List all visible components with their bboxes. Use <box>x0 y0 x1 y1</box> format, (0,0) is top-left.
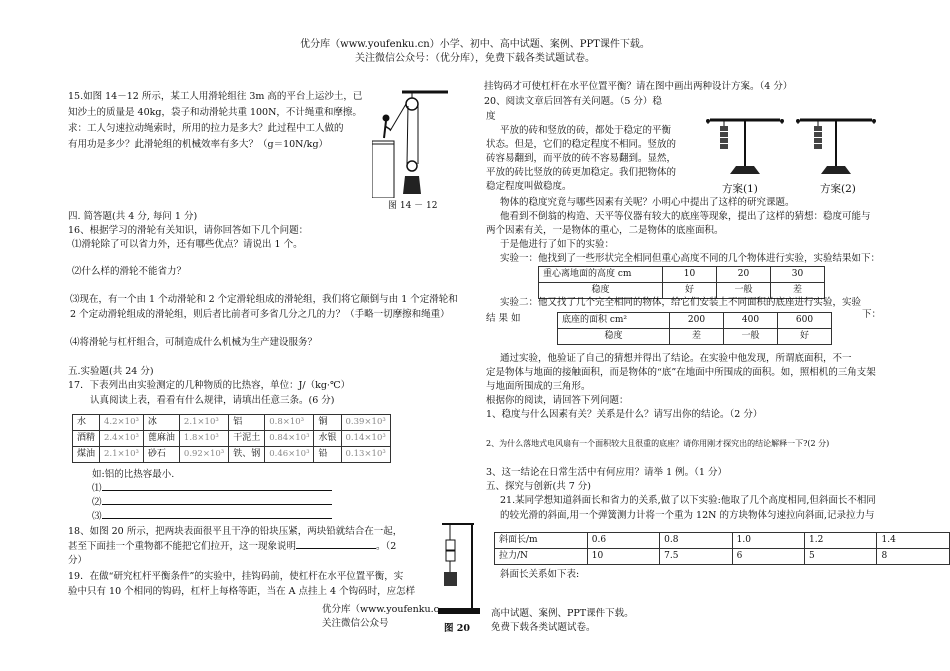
q16-part-4: ⑷将滑轮与杠杆组合，可制造成什么机械为生产建设服务？ <box>70 337 318 348</box>
q21-line-1: 21.某同学想知道斜面长和省力的关系,做了以下实验:他取了几个高度相同,但斜面长不相同 <box>500 495 876 506</box>
q20-para-1: 平放的砖和竖放的砖，都处于稳定的平衡 <box>500 125 672 136</box>
q20-para-7: 他看到不倒翁的构造、天平等仪器有较大的底座等现象，提出了这样的猜想：稳度可能与 <box>500 211 871 222</box>
lever-plan-2 <box>796 119 876 174</box>
table-cell: 水 <box>73 415 100 431</box>
table-cell: 0.8 <box>660 533 732 549</box>
table-cell: 30 <box>771 267 825 283</box>
table-cell: 铁、钢 <box>229 447 265 463</box>
blank-label: ⑵ <box>92 497 102 508</box>
section5-explore-title: 五、探究与创新(共 7 分) <box>486 481 591 492</box>
table-cell: 煤油 <box>73 447 100 463</box>
q17-blank-3[interactable] <box>92 510 332 524</box>
q15-line-4: 有用功是多少？此滑轮组的机械效率有多大？（g＝10N/kg） <box>68 139 329 150</box>
q20-result-label-end: 下： <box>862 309 882 320</box>
table-row <box>495 533 950 549</box>
q19-continued: 挂钩码才可使杠杆在水平位置平衡？请在图中画出两种设计方案。（4 分） <box>484 81 793 92</box>
q20-para-2: 状态。但是，它们的稳定程度不相同。竖放的 <box>486 139 677 150</box>
table-cell: 1.0 <box>732 533 804 549</box>
table-cell: 600 <box>778 313 832 329</box>
q20-experiment-1: 实验一：他找到了一些形状完全相同但重心高度不同的几个物体进行实验，实验结果如下： <box>500 253 881 264</box>
q18-line-1: 18、如图 20 所示，把两块表面很平且干净的铅块压紧，两块铅就结合在一起， <box>68 526 403 537</box>
q20-para-12: 通过实验，他验证了自己的猜想并得出了结论。在实验中他发现，所谓底面积，不一 <box>500 353 852 364</box>
table-cell: 0.39×10³ <box>341 415 390 431</box>
table-row <box>558 329 832 345</box>
specific-heat-table <box>72 414 391 463</box>
table-cell: 稳度 <box>539 283 663 299</box>
q20-para-8: 两个因素有关，一是物体的重心，二是物体的底座面积。 <box>486 225 724 236</box>
table-cell: 2.1×10³ <box>179 415 228 431</box>
table-cell: 0.8×10³ <box>265 415 314 431</box>
blank-label: ⑶ <box>92 511 102 522</box>
q17-intro: 17．下表列出由实验测定的几种物质的比热容，单位：J/（kg·℃） <box>68 380 351 391</box>
table-cell: 2.4×10³ <box>100 431 144 447</box>
q20-para-15: 根据你的阅读，请回答下列问题： <box>486 395 629 406</box>
q18-line-2 <box>68 540 396 554</box>
slope-table <box>494 532 950 565</box>
table-row <box>539 267 825 283</box>
footer-left-2: 关注微信公众号 <box>322 618 389 629</box>
table-cell: 水银 <box>314 431 341 447</box>
q19-line-1: 19．在做“研究杠杆平衡条件”的实验中，挂钩码前，使杠杆在水平位置平衡，实 <box>68 571 404 582</box>
q17-blank-2[interactable] <box>92 496 332 510</box>
table-cell: 砂石 <box>143 447 179 463</box>
pulley-figure <box>372 86 450 198</box>
q15-line-1: 15.如图 14－12 所示，某工人用滑轮组往 3m 高的平台上运沙土，已 <box>68 91 363 102</box>
table-cell: 2.1×10³ <box>100 447 144 463</box>
plan-2-caption: 方案(2) <box>820 183 856 195</box>
lever-plan-1 <box>706 119 784 174</box>
table-cell: 5 <box>805 549 877 565</box>
table-row <box>73 447 391 463</box>
table-cell: 好 <box>663 283 717 299</box>
q20-para-4: 平放的砖比竖放的砖更加稳定。我们把物体的 <box>486 167 677 178</box>
q18-text: 甚至下面挂一个重物都不能把它们拉开，这一现象说明 <box>68 541 297 552</box>
table-cell: 0.84×10³ <box>265 431 314 447</box>
q20-title: 20、阅读文章后回答有关问题。（5 分）稳 <box>484 96 662 107</box>
table-cell: 0.46×10³ <box>265 447 314 463</box>
plan-1-caption: 方案(1) <box>722 183 758 195</box>
table-cell: 20 <box>717 267 771 283</box>
header-line-2: 关注微信公众号：（优分库），免费下载各类试题试卷。 <box>355 53 595 64</box>
table-cell: 一般 <box>717 283 771 299</box>
q20-title-end: 度 <box>486 111 496 122</box>
table-cell: 酒精 <box>73 431 100 447</box>
q16-intro: 16、根据学习的滑轮有关知识，请你回答如下几个问题： <box>68 225 309 236</box>
table-cell: 差 <box>771 283 825 299</box>
table-cell: 400 <box>724 313 778 329</box>
q20-question-1: 1、稳度与什么因素有关？关系是什么？请写出你的结论。（2 分） <box>486 409 763 420</box>
q16-part-2: ⑵什么样的滑轮不能省力？ <box>72 266 187 277</box>
page-header <box>0 38 950 66</box>
blank-label: ⑴ <box>92 483 102 494</box>
q20-result-label: 结 果 如 <box>486 313 521 324</box>
table-cell: 铝 <box>229 415 265 431</box>
table-cell: 铅 <box>314 447 341 463</box>
table-cell: 6 <box>732 549 804 565</box>
table-cell: 1.4 <box>877 533 950 549</box>
lead-blocks-figure <box>432 518 486 618</box>
table-cell: 0.13×10³ <box>341 447 390 463</box>
table-cell: 稳度 <box>558 329 670 345</box>
table-cell: 好 <box>778 329 832 345</box>
q20-para-13: 定是物体与地面的接触面积，而是物体的“底”在地面中所围成的面积。如，照相机的三角支架 <box>486 367 876 378</box>
table-cell: 底座的面积 cm² <box>558 313 670 329</box>
experiment-1-table <box>538 266 825 299</box>
table-cell: 8 <box>877 549 950 565</box>
q15-line-3: 求：工人匀速拉动绳索时，所用的拉力是多大？此过程中工人做的 <box>68 123 344 134</box>
q17-blank-1[interactable] <box>92 482 332 496</box>
table-cell: 重心离地面的高度 cm <box>539 267 663 283</box>
q21-line-2: 的较光滑的斜面,用一个弹簧测力计将一个重为 12N 的方块物体匀速拉向斜面,记录拉力与 <box>500 510 875 521</box>
experiment-2-table <box>557 312 832 345</box>
q18-blank[interactable] <box>296 540 376 549</box>
table-cell: 一般 <box>724 329 778 345</box>
q20-para-14: 与地面所围成的三角形。 <box>486 381 591 392</box>
section5-title: 五.实验题(共 24 分) <box>68 366 154 377</box>
table-cell: 0.92×10³ <box>179 447 228 463</box>
table-cell: 200 <box>670 313 724 329</box>
figure-14-12-caption: 图 14 － 12 <box>388 201 438 211</box>
q18-points: 。（2 <box>376 541 397 552</box>
table-row <box>73 431 391 447</box>
table-cell: 冰 <box>143 415 179 431</box>
footer-left-1: 优分库（www.youfenku.c <box>322 604 439 615</box>
table-cell: 差 <box>670 329 724 345</box>
q20-question-2: 2、为什么落地式电风扇有一个面积较大且很重的底座？请你用刚才探究出的结论解释一下?(2 分) <box>486 439 830 448</box>
q20-experiment-2: 实验二：他又找了几个完全相同的物体，给它们安装上不同面积的底座进行实验，实验 <box>500 297 862 308</box>
q15-line-2: 知沙土的质量是 40kg，袋子和动滑轮共重 100N，不计绳重和摩擦。 <box>68 107 362 118</box>
q16-part-1: ⑴滑轮除了可以省力外，还有哪些优点？请说出 1 个。 <box>72 239 303 250</box>
q16-part-3a: ⑶现在，有一个由 1 个动滑轮和 2 个定滑轮组成的滑轮组，我们将它颠倒与由 1 个定滑轮和 <box>70 294 458 305</box>
table-cell: 4.2×10³ <box>100 415 144 431</box>
footer-right-2: 免费下载各类试题试卷。 <box>491 622 596 633</box>
section4-title: 四. 简答题(共 4 分, 每问 1 分) <box>68 211 198 222</box>
table-row <box>495 549 950 565</box>
table-cell: 蓖麻油 <box>143 431 179 447</box>
q18-line-3: 分） <box>68 555 88 566</box>
q20-para-5: 稳定程度叫做稳度。 <box>486 181 572 192</box>
table-row <box>73 415 391 431</box>
q19-line-2: 验中只有 10 个相同的钩码，杠杆上每格等距，当在 A 点挂上 4 个钩码时，应怎样 <box>68 586 416 597</box>
table-cell: 0.6 <box>587 533 659 549</box>
figure-20-caption: 图 20 <box>444 623 471 634</box>
q17-instruction: 认真阅读上表，看看有什么规律，请填出任意三条。(6 分) <box>90 395 335 406</box>
table-cell: 1.8×10³ <box>179 431 228 447</box>
footer-right-1: 高中试题、案例、PPT课件下载。 <box>491 608 634 619</box>
q17-example: 如:铝的比热容最小. <box>92 469 175 480</box>
q20-para-6: 物体的稳度究竟与哪些因素有关呢？小明心中提出了这样的研究课题。 <box>500 197 795 208</box>
q20-para-9: 于是他进行了如下的实验： <box>500 239 615 250</box>
q20-question-3: 3、这一结论在日常生活中有何应用？请举 1 例。（1 分） <box>486 467 727 478</box>
table-cell: 铜 <box>314 415 341 431</box>
q20-para-3: 砖容易翻到，而平放的砖不容易翻到。显然， <box>486 153 677 164</box>
table-row <box>558 313 832 329</box>
table-cell: 1.2 <box>805 533 877 549</box>
q21-line-3: 斜面长关系如下表: <box>500 569 580 580</box>
table-cell: 10 <box>587 549 659 565</box>
q16-part-3b: 2 个定动滑轮组成的滑轮组，则后者比前者可多省几分之几的力？（手略一切摩擦和绳重） <box>70 309 450 320</box>
header-line-1: 优分库（www.youfenku.cn）小学、初中、高中试题、案例、PPT课件下载。 <box>300 39 650 50</box>
table-cell: 斜面长/m <box>495 533 588 549</box>
lever-plans-figure <box>700 100 880 185</box>
table-cell: 干泥土 <box>229 431 265 447</box>
table-cell: 10 <box>663 267 717 283</box>
table-cell: 7.5 <box>660 549 732 565</box>
table-cell: 拉力/N <box>495 549 588 565</box>
table-cell: 0.14×10³ <box>341 431 390 447</box>
